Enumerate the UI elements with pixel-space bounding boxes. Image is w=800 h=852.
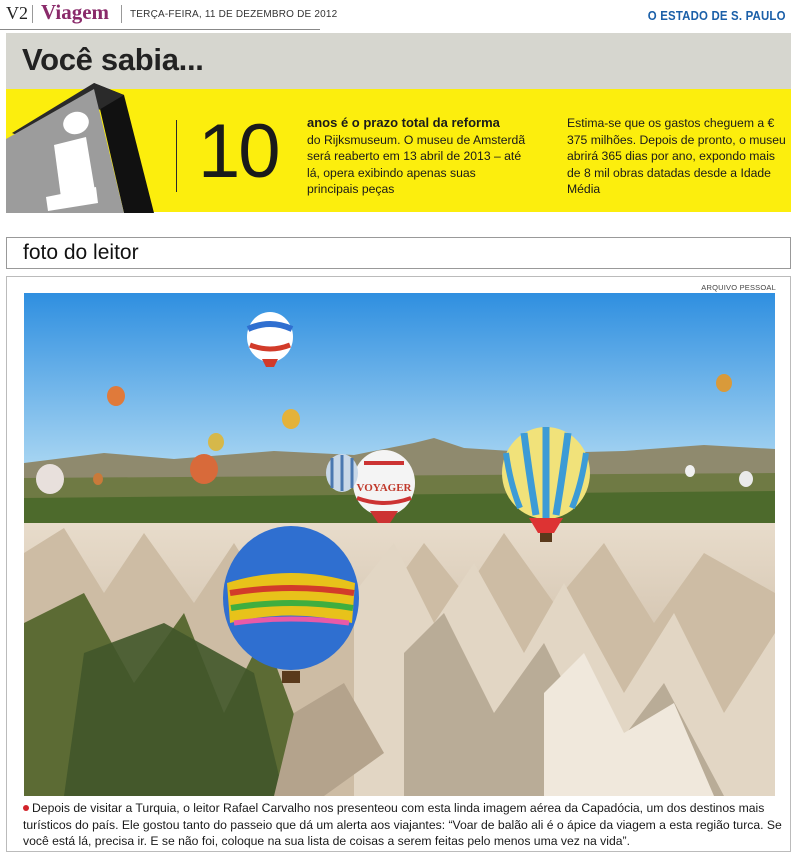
did-you-know-divider (176, 120, 177, 192)
section-name[interactable]: Viagem (41, 0, 110, 24)
caption-text: Depois de visitar a Turquia, o leitor Rafael Carvalho nos presenteou com esta linda imagem aérea da Capadócia, um dos destinos mais turísticos do país. Ele gostou tanto do passeio que dá um alerta aos viajantes: “Voar de balão ali é o ápice da viagem a esta região turca. Se você está lá, precisa ir. E se não foi, coloque na sua lista de coisas a serem feitas pelo menos uma vez na vida”. (23, 801, 782, 848)
fact-text-1-body: do Rijksmuseum. O museu de Amsterdã será reaberto em 13 abril de 2013 – até lá, opera exibindo apenas suas principais peças (307, 132, 526, 196)
cappadocia-balloons-photo (24, 293, 775, 796)
info-icon (6, 79, 154, 213)
balloon-lettering: VOYAGER (356, 482, 412, 494)
masthead-divider (121, 5, 122, 23)
did-you-know-title: Você sabia... (22, 42, 204, 77)
newspaper-name[interactable]: O ESTADO DE S. PAULO (648, 8, 786, 23)
photo-credit: ARQUIVO PESSOAL (701, 283, 776, 292)
page-number: V2 (6, 3, 28, 23)
issue-date: TERÇA-FEIRA, 11 DE DEZEMBRO DE 2012 (130, 9, 338, 20)
big-number: 10 (198, 109, 279, 194)
masthead-rule (0, 29, 320, 30)
masthead-divider (32, 5, 33, 23)
caption-bullet-icon (23, 805, 29, 811)
photo-caption (23, 800, 783, 850)
reader-photo-title: foto do leitor (23, 241, 139, 264)
fact-text-2: Estima-se que os gastos cheguem a € 375 milhões. Depois de pronto, o museu abrirá 365 dias por ano, expondo mais de 8 mil obras datadas desde a Idade Média (567, 116, 786, 196)
reader-photo[interactable] (24, 293, 775, 796)
fact-text-1 (307, 115, 527, 198)
masthead (0, 0, 800, 30)
fact-text-1-lead: anos é o prazo total da reforma (307, 115, 500, 130)
